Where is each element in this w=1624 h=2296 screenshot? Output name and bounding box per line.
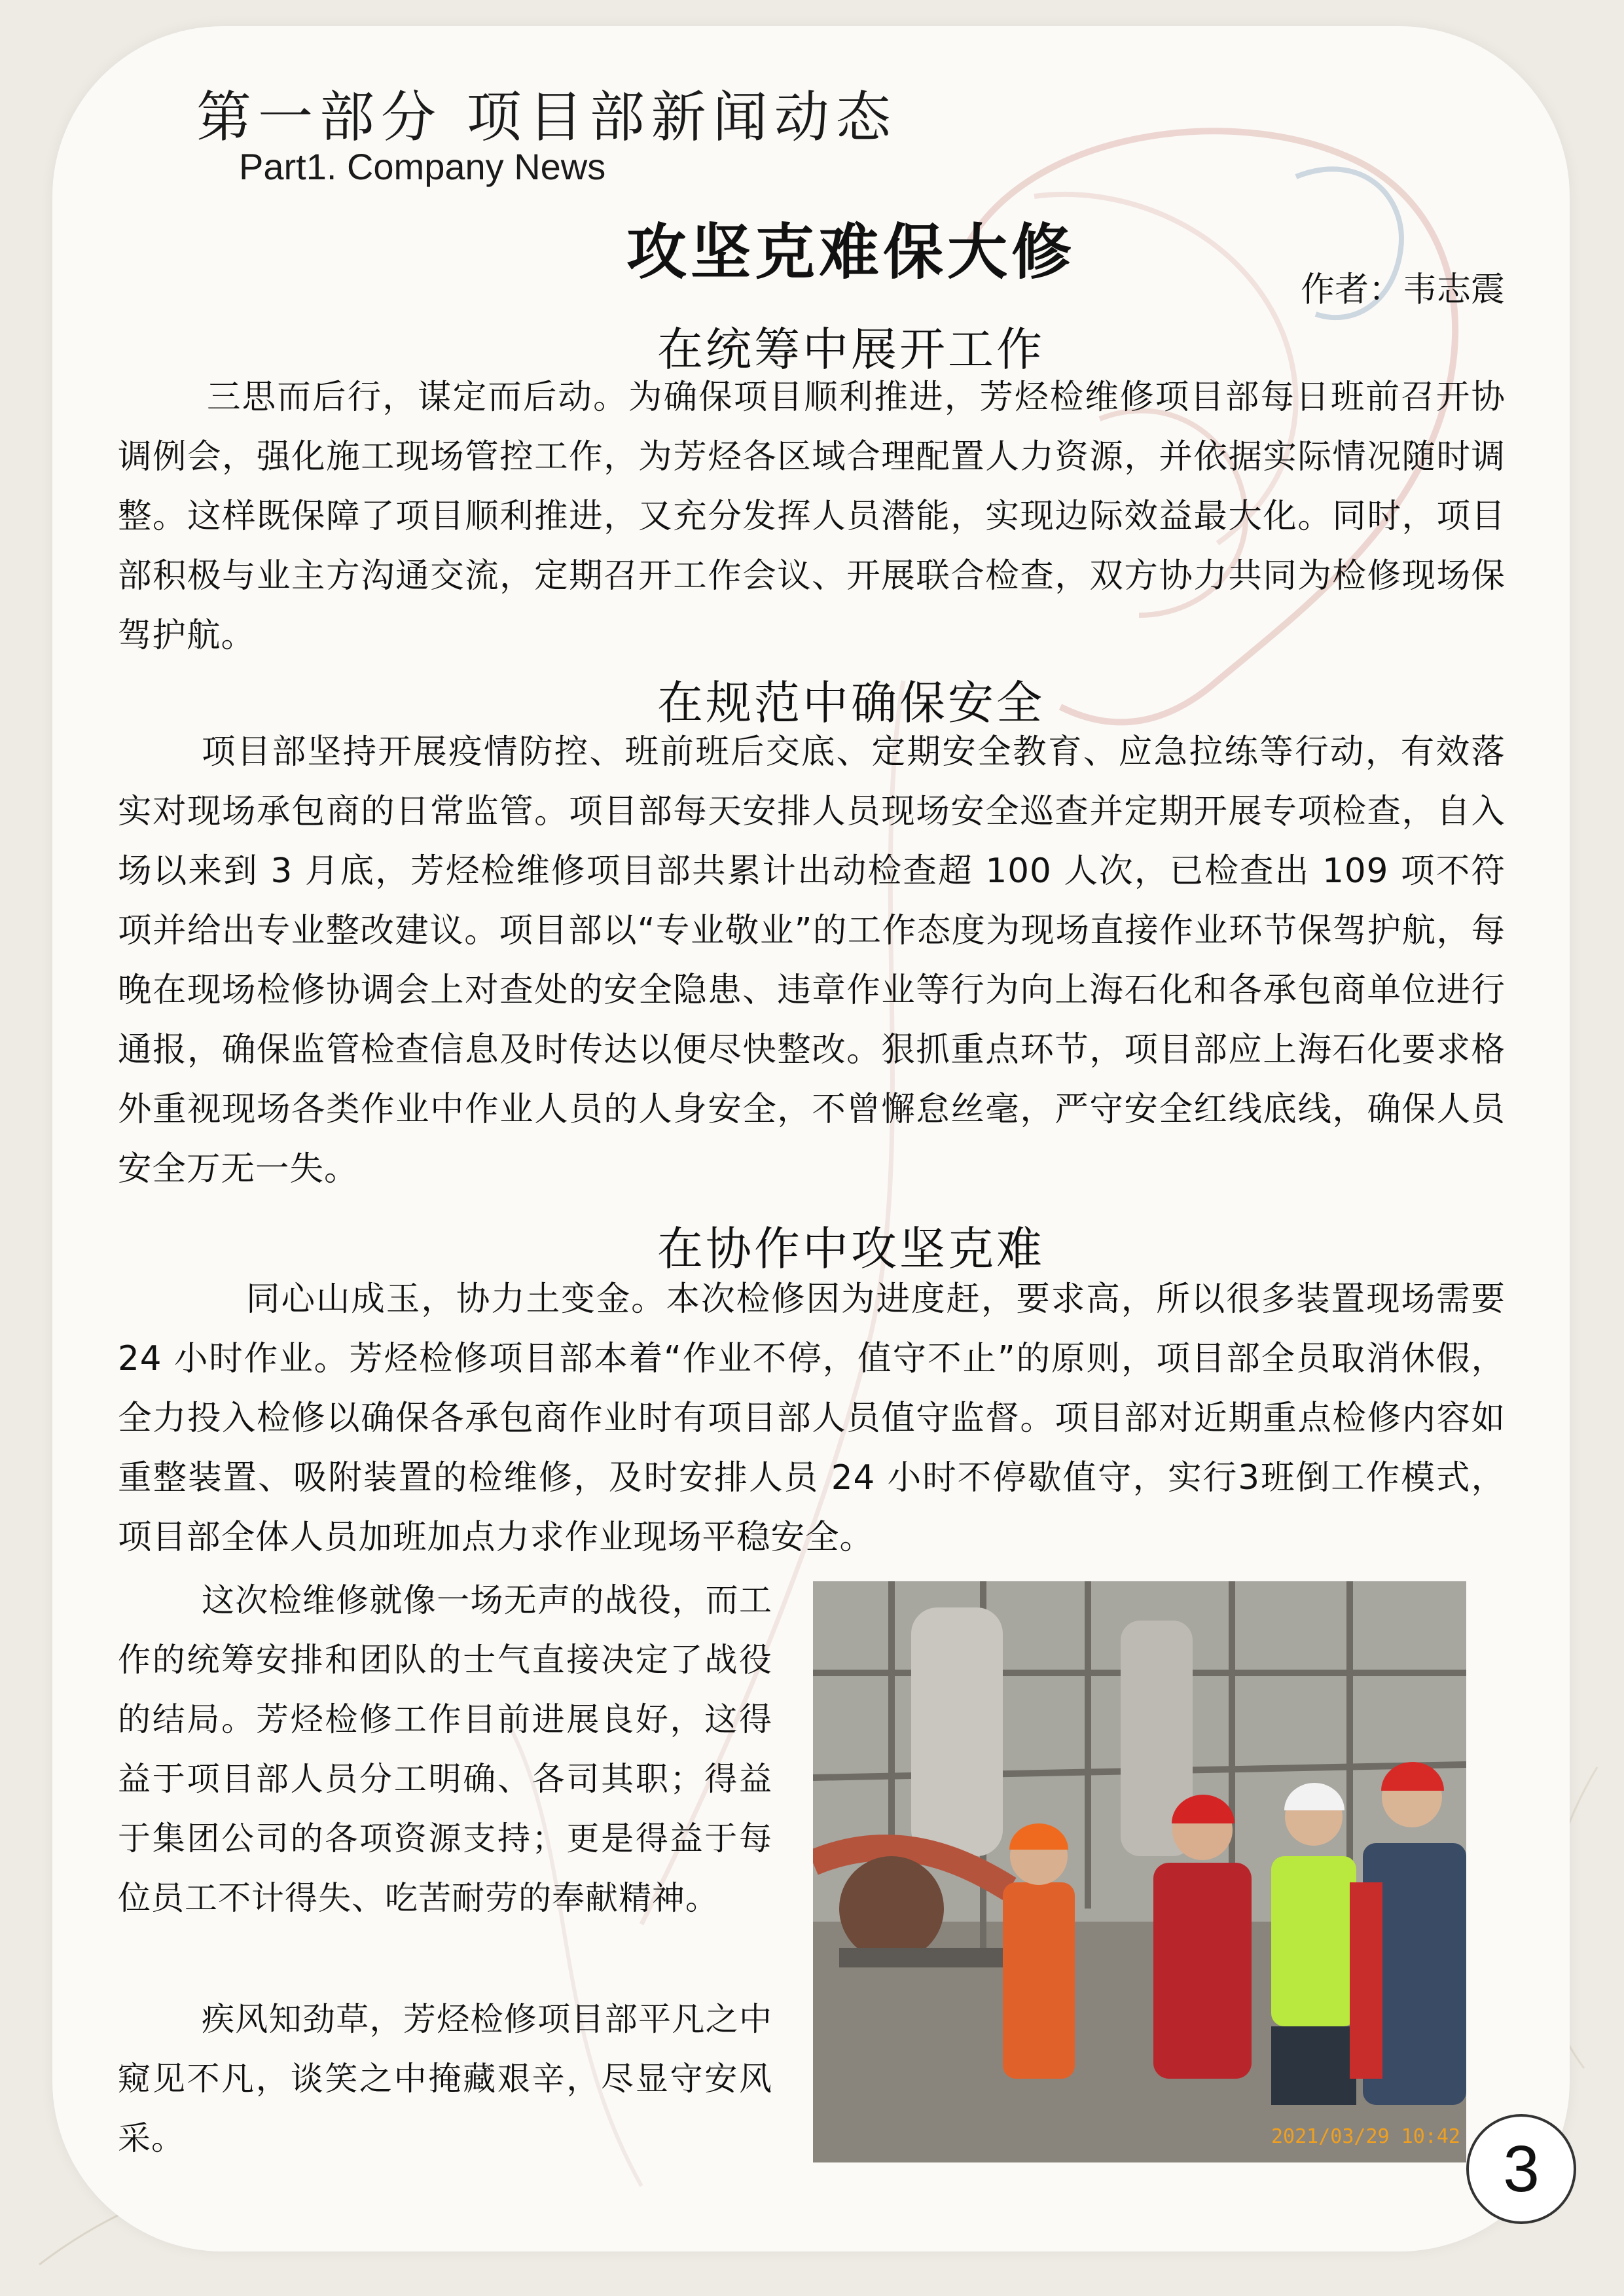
site-inspection-photo (813, 1581, 1466, 2162)
subheading-safety: 在规范中确保安全 (657, 676, 1045, 730)
article-author: 作者：韦志震 (1300, 270, 1505, 310)
article-title: 攻坚克难保大修 (626, 217, 1075, 287)
paragraph-cooperation: 同心山成玉，协力土变金。本次检修因为进度赶，要求高，所以很多装置现场需要 24 小时作业。芳烃检修项目部本着“作业不停，值守不止”的原则，项目部全员取消休假，全力投入检修以确保各承包商作业时有项目部人员值守监督。项目部对近期重点检修内容如重整装置、吸附装置的检维修，及时安排人员 24 小时不停歇值守，实行3班倒工作模式，项目部全体人员加班加点力求作业现场平稳安全。 (118, 1280, 1506, 1557)
page-number: 3 (1466, 2114, 1576, 2224)
paragraph-coordination: 三思而后行，谋定而后动。为确保项目顺利推进，芳烃检维修项目部每日班前召开协调例会，强化施工现场管控工作，为芳烃各区域合理配置人力资源，并依据实际情况随时调整。这样既保障了项目顺利推进，又充分发挥人员潜能，实现边际效益最大化。同时，项目部积极与业主方沟通交流，定期召开工作会议、开展联合检查，双方协力共同为检修现场保驾护航。 (118, 378, 1506, 655)
section-title-chinese: 第一部分 项目部新闻动态 (196, 85, 897, 149)
subheading-cooperation: 在协作中攻坚克难 (657, 1222, 1045, 1276)
section-title-english: Part1. Company News (239, 146, 606, 187)
paragraph-closing: 疾风知劲草，芳烃检修项目部平凡之中窥见不凡，谈笑之中掩藏艰辛，尽显守安风采。 (118, 2000, 772, 2157)
subheading-coordination: 在统筹中展开工作 (657, 323, 1045, 376)
photo-timestamp: 2021/03/29 10:42 (1271, 2125, 1460, 2148)
paragraph-battle: 这次检维修就像一场无声的战役，而工作的统筹安排和团队的士气直接决定了战役的结局。芳烃检修工作目前进展良好，这得益于项目部人员分工明确、各司其职；得益于集团公司的各项资源支持；更是得益于每位员工不计得失、吃苦耐劳的奉献精神。 (118, 1581, 772, 1917)
paragraph-safety: 项目部坚持开展疫情防控、班前班后交底、定期安全教育、应急拉练等行动，有效落实对现场承包商的日常监管。项目部每天安排人员现场安全巡查并定期开展专项检查，自入场以来到 3 月底，芳烃检维修项目部共累计出动检查超 100 人次，已检查出 109 项不符项并给出专业整改建议。项目部以“专业敬业”的工作态度为现场直接作业环节保驾护航，每晚在现场检修协调会上对查处的安全隐患、违章作业等行为向上海石化和各承包商单位进行通报，确保监管检查信息及时传达以便尽快整改。狠抓重点环节，项目部应上海石化要求格外重视现场各类作业中作业人员的人身安全，不曾懈怠丝毫，严守安全红线底线，确保人员安全万无一失。 (118, 732, 1506, 1189)
